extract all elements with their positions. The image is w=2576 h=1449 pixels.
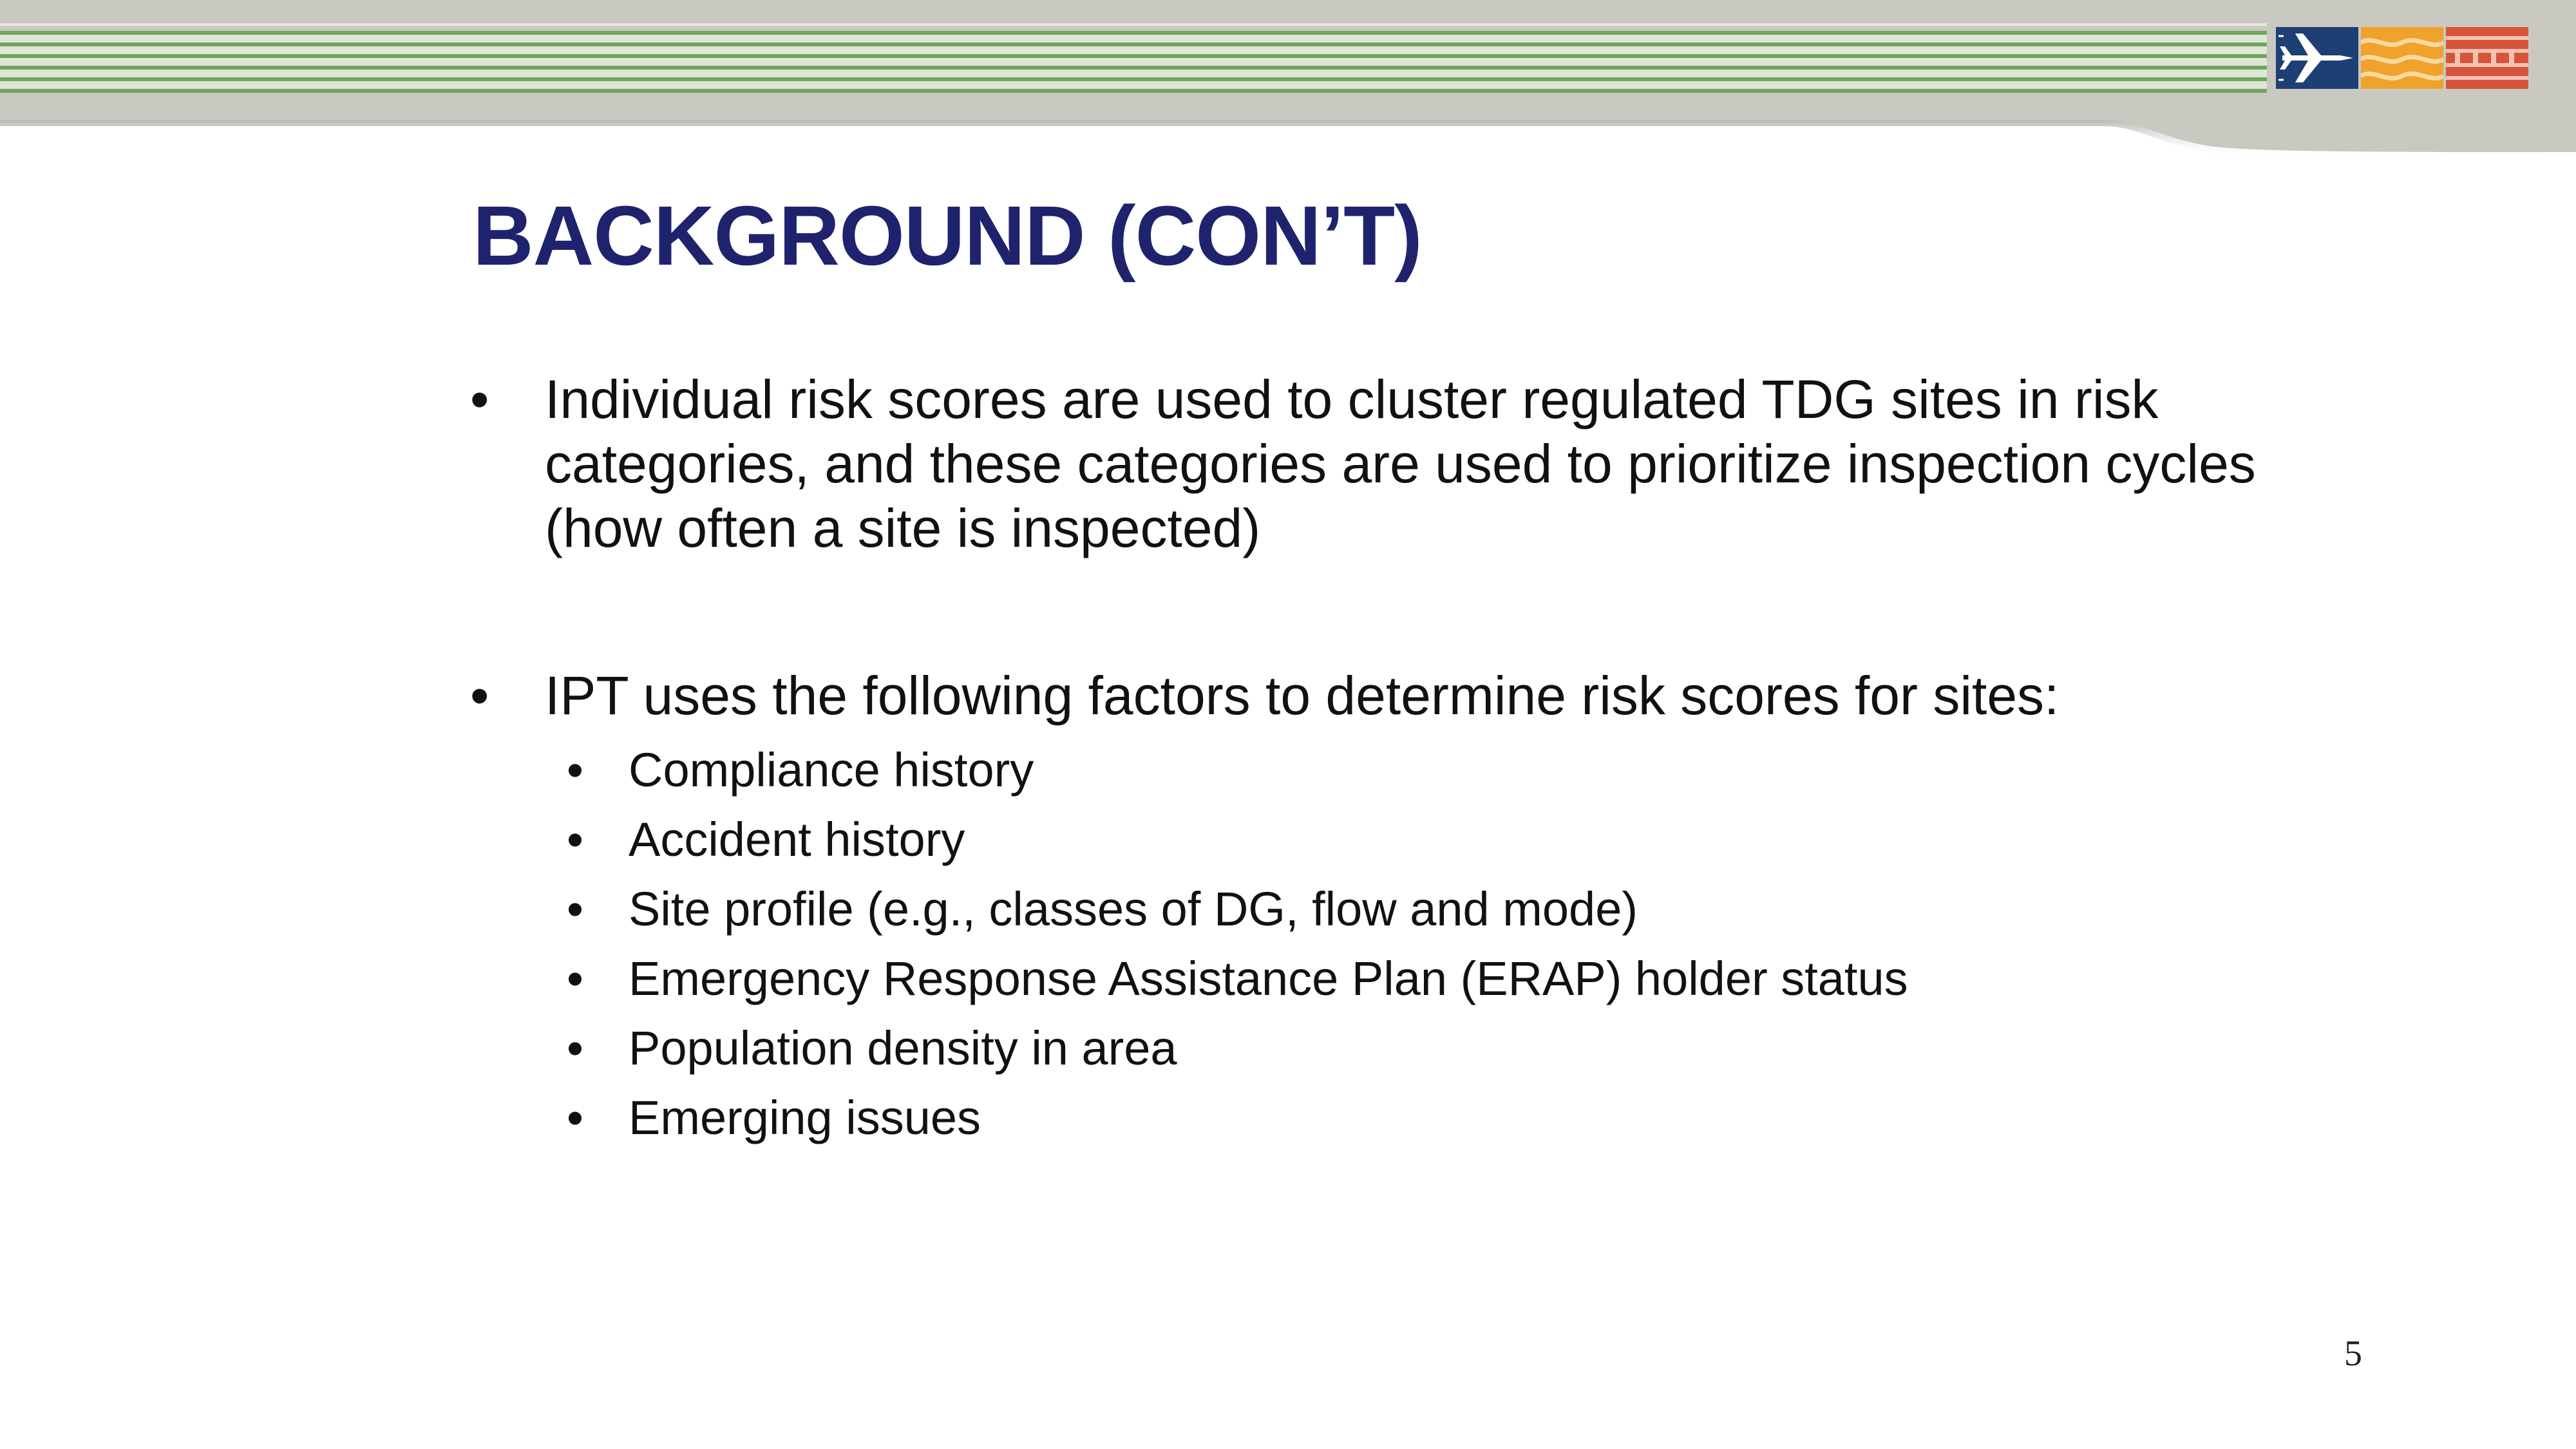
page-number: 5 [2344,1334,2362,1374]
sub-bullet-text: Site profile (e.g., classes of DG, flow and mode) [629,882,1638,936]
bullet-item [470,663,2273,728]
sub-bullet-item [567,944,2273,1014]
header-stripes [0,0,2576,155]
railway-icon [2446,27,2528,89]
bullet-glyph: • [567,952,583,1005]
bullet-glyph: • [567,813,583,866]
bullet-glyph: • [470,369,489,430]
sub-bullet-list [470,735,2273,1153]
bullet-glyph: • [567,1091,583,1144]
sub-bullet-item [567,1014,2273,1083]
bullet-glyph: • [470,665,489,726]
bullet-text: Individual risk scores are used to cluster regulated TDG sites in risk categories, and these categories are used to prioritize inspection cycles (how often a site is inspected) [545,369,2256,558]
airplane-icon [2276,27,2358,89]
bullet-glyph: • [567,743,583,797]
slide-title: BACKGROUND (CON’T) [473,188,1422,283]
sub-bullet-item [567,735,2273,805]
bullet-text: IPT uses the following factors to determine risk scores for sites: [545,665,2060,726]
bullet-glyph: • [567,882,583,936]
bullet-item [470,367,2273,560]
sub-bullet-item [567,875,2273,944]
sub-bullet-text: Accident history [629,813,965,866]
sub-bullet-text: Emerging issues [629,1091,981,1144]
sub-bullet-item [567,1083,2273,1153]
sub-bullet-text: Population density in area [629,1021,1177,1075]
header-banner [0,0,2576,155]
mode-logo [2276,27,2533,89]
bullet-list [470,367,2273,1153]
sub-bullet-item [567,805,2273,875]
waves-icon [2361,27,2443,89]
bullet-glyph: • [567,1021,583,1075]
sub-bullet-text: Emergency Response Assistance Plan (ERAP) holder status [629,952,1908,1005]
sub-bullet-text: Compliance history [629,743,1034,797]
